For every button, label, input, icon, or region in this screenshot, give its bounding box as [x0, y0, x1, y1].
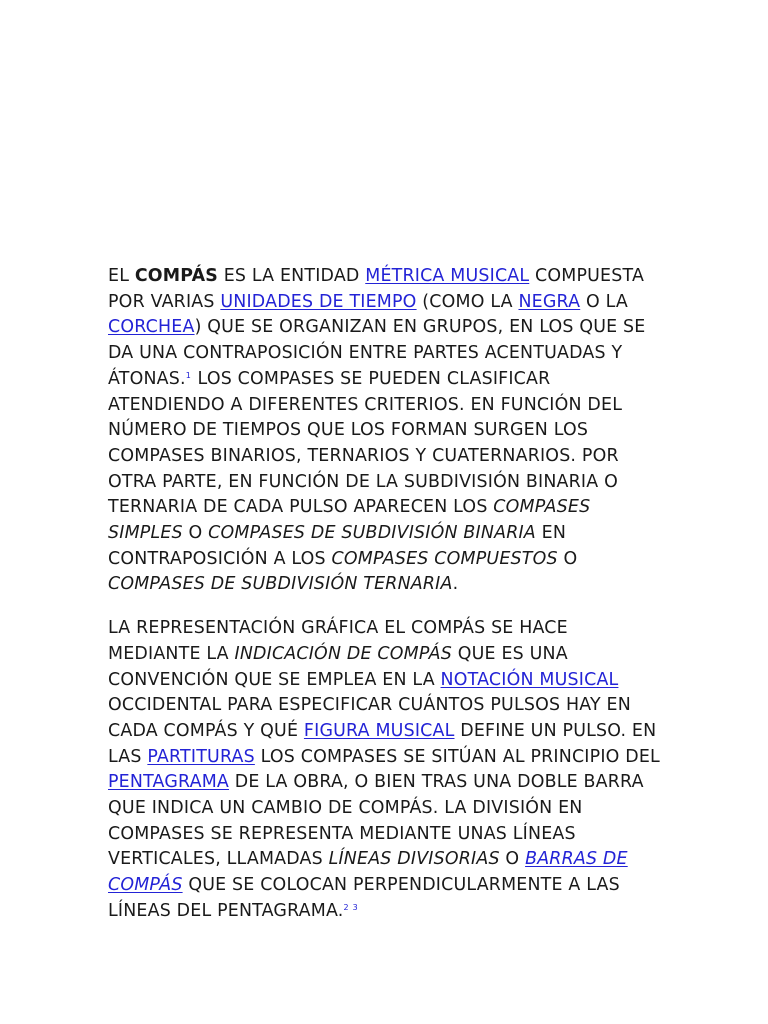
term-lineas-divisorias: LÍNEAS DIVISORIAS: [328, 849, 500, 870]
link-unidades-de-tiempo[interactable]: UNIDADES DE TIEMPO: [220, 291, 417, 312]
paragraph-compas-definition: [108, 264, 664, 598]
text-run: ) QUE SE ORGANIZAN EN GRUPOS, EN LOS QUE SE DA UNA CONTRAPOSICIÓN ENTRE PARTES ACENTUADAS Y ÁTONAS.: [108, 317, 646, 389]
text-run: .: [452, 574, 459, 595]
reference-1[interactable]: 1: [185, 370, 192, 380]
text-run: O: [499, 849, 526, 870]
text-run: LA REPRESENTACIÓN GRÁFICA EL COMPÁS SE HACE MEDIANTE LA: [108, 618, 568, 664]
term-indicacion-de-compas: INDICACIÓN DE COMPÁS: [234, 643, 452, 664]
link-metrica-musical[interactable]: MÉTRICA MUSICAL: [365, 266, 530, 286]
paragraph-representacion-grafica: [108, 616, 664, 924]
link-pentagrama[interactable]: PENTAGRAMA: [108, 772, 229, 793]
text-run: QUE ES UNA CONVENCIÓN QUE SE EMPLEA EN LA: [108, 643, 568, 690]
text-run: LOS COMPASES SE PUEDEN CLASIFICAR ATENDIENDO A DIFERENTES CRITERIOS. EN FUNCIÓN DEL NÚMERO DE TIEMPOS QUE LOS FORMAN SURGEN LOS COMPASES BINARIOS, TERNARIOS Y CUATERNARIOS. POR OTRA PARTE, EN FUNCIÓN DE LA SUBDIVISIÓN BINARIA O TERNARIA DE CADA PULSO APARECEN LOS: [108, 368, 623, 518]
text-run: EL: [108, 266, 135, 286]
text-run: OCCIDENTAL PARA ESPECIFICAR CUÁNTOS PULSOS HAY EN CADA COMPÁS Y QUÉ: [108, 695, 631, 741]
link-figura-musical[interactable]: FIGURA MUSICAL: [303, 720, 455, 741]
link-notacion-musical[interactable]: NOTACIÓN MUSICAL: [440, 669, 619, 690]
link-negra[interactable]: NEGRA: [518, 291, 581, 312]
text-run: O: [557, 548, 578, 569]
text-run: LOS COMPASES SE SITÚAN AL PRINCIPIO DEL: [254, 746, 660, 767]
text-run: COMPUESTA POR VARIAS: [108, 266, 645, 312]
text-run: (COMO LA: [416, 291, 519, 312]
term-compases-compuestos: COMPASES COMPUESTOS: [331, 548, 558, 569]
text-run: DE LA OBRA, O BIEN TRAS UNA DOBLE BARRA QUE INDICA UN CAMBIO DE COMPÁS. LA DIVISIÓN EN COMPASES SE REPRESENTA MEDIANTE UNAS LÍNEAS VERTICALES, LLAMADAS: [108, 772, 644, 870]
text-run: O: [182, 523, 209, 544]
link-partituras[interactable]: PARTITURAS: [147, 746, 255, 767]
reference-group: [344, 903, 359, 912]
link-barras-de-compas[interactable]: BARRAS DE COMPÁS: [108, 849, 628, 896]
term-subdivision-ternaria: COMPASES DE SUBDIVISIÓN TERNARIA: [108, 574, 453, 595]
reference-3[interactable]: 3: [352, 902, 359, 912]
text-run: O LA: [580, 291, 628, 312]
term-compases-simples: COMPASES SIMPLES: [108, 497, 591, 544]
reference-2[interactable]: 2: [343, 902, 350, 912]
text-run: EN CONTRAPOSICIÓN A LOS: [108, 523, 567, 569]
article-body: [108, 264, 664, 925]
term-subdivision-binaria: COMPASES DE SUBDIVISIÓN BINARIA: [208, 523, 536, 544]
term-compas: COMPÁS: [134, 266, 218, 286]
text-run: DEFINE UN PULSO. EN LAS: [108, 720, 657, 767]
link-corchea[interactable]: CORCHEA: [108, 317, 195, 338]
text-run: QUE SE COLOCAN PERPENDICULARMENTE A LAS LÍNEAS DEL PENTAGRAMA.: [108, 875, 620, 921]
text-run: ES LA ENTIDAD: [218, 266, 366, 286]
